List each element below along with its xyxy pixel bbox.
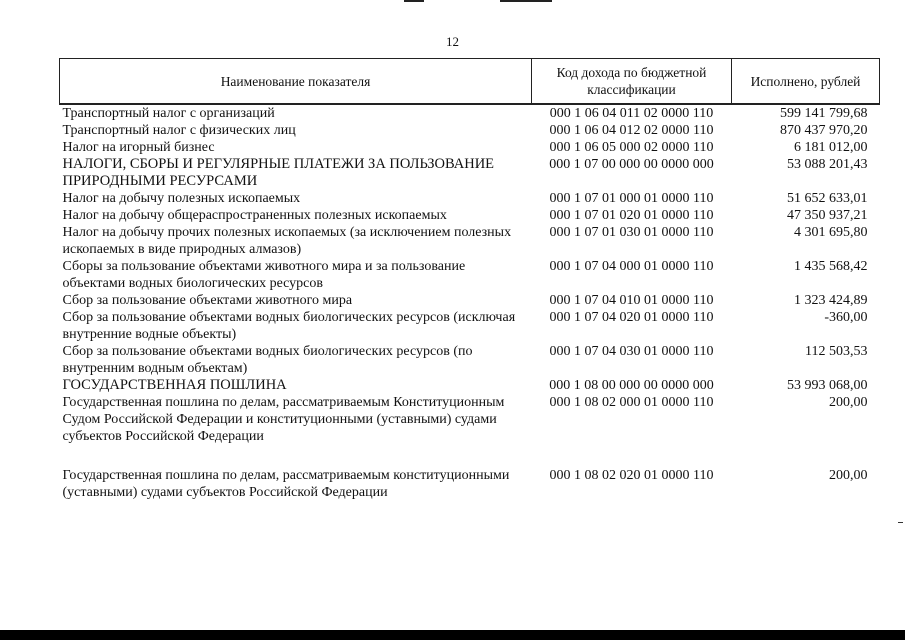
table-row [60, 292, 880, 309]
table-header-row [60, 59, 880, 105]
table-spacer-row [60, 445, 880, 467]
row-code: 000 1 07 04 030 01 0000 110 [549, 344, 714, 359]
margin-tick [898, 522, 903, 523]
table-row [60, 258, 880, 292]
table-row [60, 309, 880, 343]
row-code: 000 1 08 00 000 00 0000 000 [549, 378, 714, 393]
row-code: 000 1 06 04 012 02 0000 110 [549, 123, 714, 138]
row-amount: 47 350 937,21 [787, 208, 868, 223]
row-amount: 200,00 [829, 395, 868, 410]
header-revenue-code: Код дохода по бюджетной классификации [532, 59, 732, 105]
page-number: 12 [446, 34, 459, 49]
table-row [60, 467, 880, 501]
table-row [60, 207, 880, 224]
header-indicator-name: Наименование показателя [60, 59, 532, 105]
table-row [60, 394, 880, 445]
bottom-scan-border [0, 630, 905, 640]
row-amount: 599 141 799,68 [780, 106, 868, 121]
row-name: Сбор за пользование объектами животного мира [62, 293, 353, 308]
row-amount: -360,00 [824, 310, 868, 325]
row-name: НАЛОГИ, СБОРЫ И РЕГУЛЯРНЫЕ ПЛАТЕЖИ ЗА ПОЛЬЗОВАНИЕ ПРИРОДНЫМИ РЕСУРСАМИ [62, 156, 495, 189]
row-amount: 6 181 012,00 [794, 140, 868, 155]
row-name: Налог на добычу прочих полезных ископаемых (за исключением полезных ископаемых в виде природных алмазов) [62, 225, 512, 257]
table-row [60, 190, 880, 207]
row-code: 000 1 07 04 020 01 0000 110 [549, 310, 714, 325]
row-amount: 1 323 424,89 [794, 293, 868, 308]
row-name: Транспортный налог с организаций [62, 106, 275, 121]
row-name: Налог на добычу полезных ископаемых [62, 191, 301, 206]
row-amount: 1 435 568,42 [794, 259, 868, 274]
row-name: Налог на добычу общераспространенных полезных ископаемых [62, 208, 447, 223]
row-code: 000 1 07 01 030 01 0000 110 [549, 225, 714, 240]
row-code: 000 1 07 04 010 01 0000 110 [549, 293, 714, 308]
row-amount: 112 503,53 [805, 344, 868, 359]
row-amount: 200,00 [829, 468, 868, 483]
row-name: Сбор за пользование объектами водных биологических ресурсов (по внутренним водным объектам) [62, 344, 473, 376]
spacer-cell [60, 445, 532, 467]
row-code: 000 1 08 02 020 01 0000 110 [549, 468, 714, 483]
table-row [60, 343, 880, 377]
row-amount: 53 088 201,43 [787, 157, 868, 172]
row-code: 000 1 07 01 020 01 0000 110 [549, 208, 714, 223]
row-code: 000 1 06 05 000 02 0000 110 [549, 140, 714, 155]
row-code: 000 1 07 04 000 01 0000 110 [549, 259, 714, 274]
spacer-cell [732, 445, 880, 467]
header-executed-amount: Исполнено, рублей [732, 59, 880, 105]
row-name: Государственная пошлина по делам, рассматриваемым конституционными (уставными) судами субъектов Российской Федерации [62, 468, 510, 500]
table-row [60, 139, 880, 156]
row-code: 000 1 06 04 011 02 0000 110 [549, 106, 714, 121]
revenue-table [59, 58, 880, 501]
row-amount: 870 437 970,20 [780, 123, 868, 138]
row-amount: 4 301 695,80 [794, 225, 868, 240]
row-name: Налог на игорный бизнес [62, 140, 215, 155]
scan-mark-right [500, 0, 552, 2]
row-name: Транспортный налог с физических лиц [62, 123, 296, 138]
row-name: Сборы за пользование объектами животного мира и за пользование объектами водных биологических ресурсов [62, 259, 466, 291]
row-code: 000 1 08 02 000 01 0000 110 [549, 395, 714, 410]
row-name: Государственная пошлина по делам, рассматриваемым Конституционным Судом Российской Федерации и конституционными (уставными) судами субъектов Российской Федерации [62, 395, 505, 444]
table-row [60, 224, 880, 258]
scan-mark-left [404, 0, 424, 2]
table-section-row [60, 377, 880, 394]
row-amount: 51 652 633,01 [787, 191, 868, 206]
table-row [60, 104, 880, 122]
spacer-cell [532, 445, 732, 467]
row-name: ГОСУДАРСТВЕННАЯ ПОШЛИНА [62, 377, 287, 393]
row-name: Сбор за пользование объектами водных биологических ресурсов (исключая внутренние водные объекты) [62, 310, 516, 342]
row-amount: 53 993 068,00 [787, 378, 868, 393]
table-row [60, 122, 880, 139]
row-code: 000 1 07 01 000 01 0000 110 [549, 191, 714, 206]
row-code: 000 1 07 00 000 00 0000 000 [549, 157, 714, 172]
table-section-row [60, 156, 880, 190]
